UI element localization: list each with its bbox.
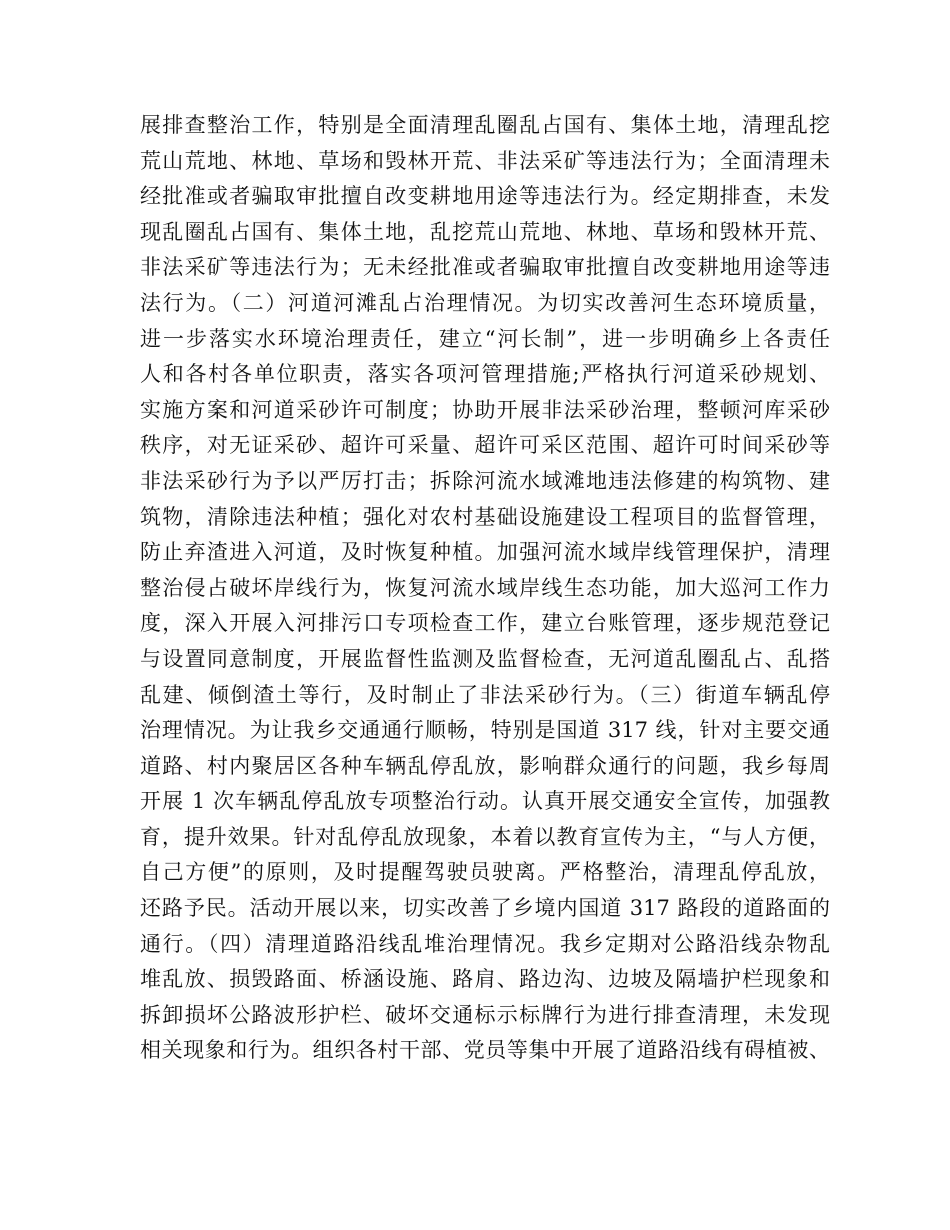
text-line: 非法采矿等违法行为；无未经批准或者骗取审批擅自改变耕地用途等违	[140, 255, 830, 280]
body-text	[140, 108, 830, 1069]
text-line: 自己方便”的原则，及时提醒驾驶员驶离。严格整治，清理乱停乱放，	[140, 860, 830, 885]
text-line: 育，提升效果。针对乱停乱放现象，本着以教育宣传为主，“与人方便，	[140, 824, 830, 849]
text-line: 道路、村内聚居区各种车辆乱停乱放，影响群众通行的问题，我乡每周	[140, 753, 830, 778]
text-line: 防止弃渣进入河道，及时恢复种植。加强河流水域岸线管理保护，清理	[140, 540, 830, 565]
text-line: 相关现象和行为。组织各村干部、党员等集中开展了道路沿线有碍植被、	[140, 1038, 830, 1063]
text-line: 现乱圈乱占国有、集体土地，乱挖荒山荒地、林地、草场和毁林开荒、	[140, 219, 830, 244]
text-line: 通行。（四）清理道路沿线乱堆治理情况。我乡定期对公路沿线杂物乱	[140, 931, 830, 956]
text-line: 还路予民。活动开展以来，切实改善了乡境内国道 317 路段的道路面的	[140, 896, 830, 921]
text-line: 进一步落实水环境治理责任，建立“河长制”，进一步明确乡上各责任	[140, 326, 830, 351]
text-line: 法行为。（二）河道河滩乱占治理情况。为切实改善河生态环境质量，	[140, 290, 830, 315]
text-line: 拆卸损坏公路波形护栏、破坏交通标示标牌行为进行排查清理，未发现	[140, 1002, 830, 1027]
text-line: 堆乱放、损毁路面、桥涵设施、路肩、路边沟、边坡及隔墙护栏现象和	[140, 967, 830, 992]
text-line: 度，深入开展入河排污口专项检查工作，建立台账管理，逐步规范登记	[140, 611, 830, 636]
text-line: 秩序，对无证采砂、超许可采量、超许可采区范围、超许可时间采砂等	[140, 433, 830, 458]
text-line: 与设置同意制度，开展监督性监测及监督检查，无河道乱圈乱占、乱搭	[140, 646, 830, 671]
text-line: 开展 1 次车辆乱停乱放专项整治行动。认真开展交通安全宣传，加强教	[140, 789, 830, 814]
text-line: 经批准或者骗取审批擅自改变耕地用途等违法行为。经定期排查，未发	[140, 184, 830, 209]
text-line: 筑物，清除违法种植；强化对农村基础设施建设工程项目的监督管理，	[140, 504, 830, 529]
text-line: 治理情况。为让我乡交通通行顺畅，特别是国道 317 线，针对主要交通	[140, 718, 830, 743]
text-line: 实施方案和河道采砂许可制度；协助开展非法采砂治理，整顿河库采砂	[140, 397, 830, 422]
text-line: 展排查整治工作，特别是全面清理乱圈乱占国有、集体土地，清理乱挖	[140, 113, 830, 137]
text-line: 人和各村各单位职责，落实各项河管理措施;严格执行河道采砂规划、	[140, 362, 830, 387]
text-line: 整治侵占破坏岸线行为，恢复河流水域岸线生态功能，加大巡河工作力	[140, 575, 830, 600]
text-line: 乱建、倾倒渣土等行，及时制止了非法采砂行为。（三）街道车辆乱停	[140, 682, 830, 707]
text-line: 非法采砂行为予以严厉打击；拆除河流水域滩地违法修建的构筑物、建	[140, 468, 830, 493]
text-line: 荒山荒地、林地、草场和毁林开荒、非法采矿等违法行为；全面清理未	[140, 148, 830, 173]
